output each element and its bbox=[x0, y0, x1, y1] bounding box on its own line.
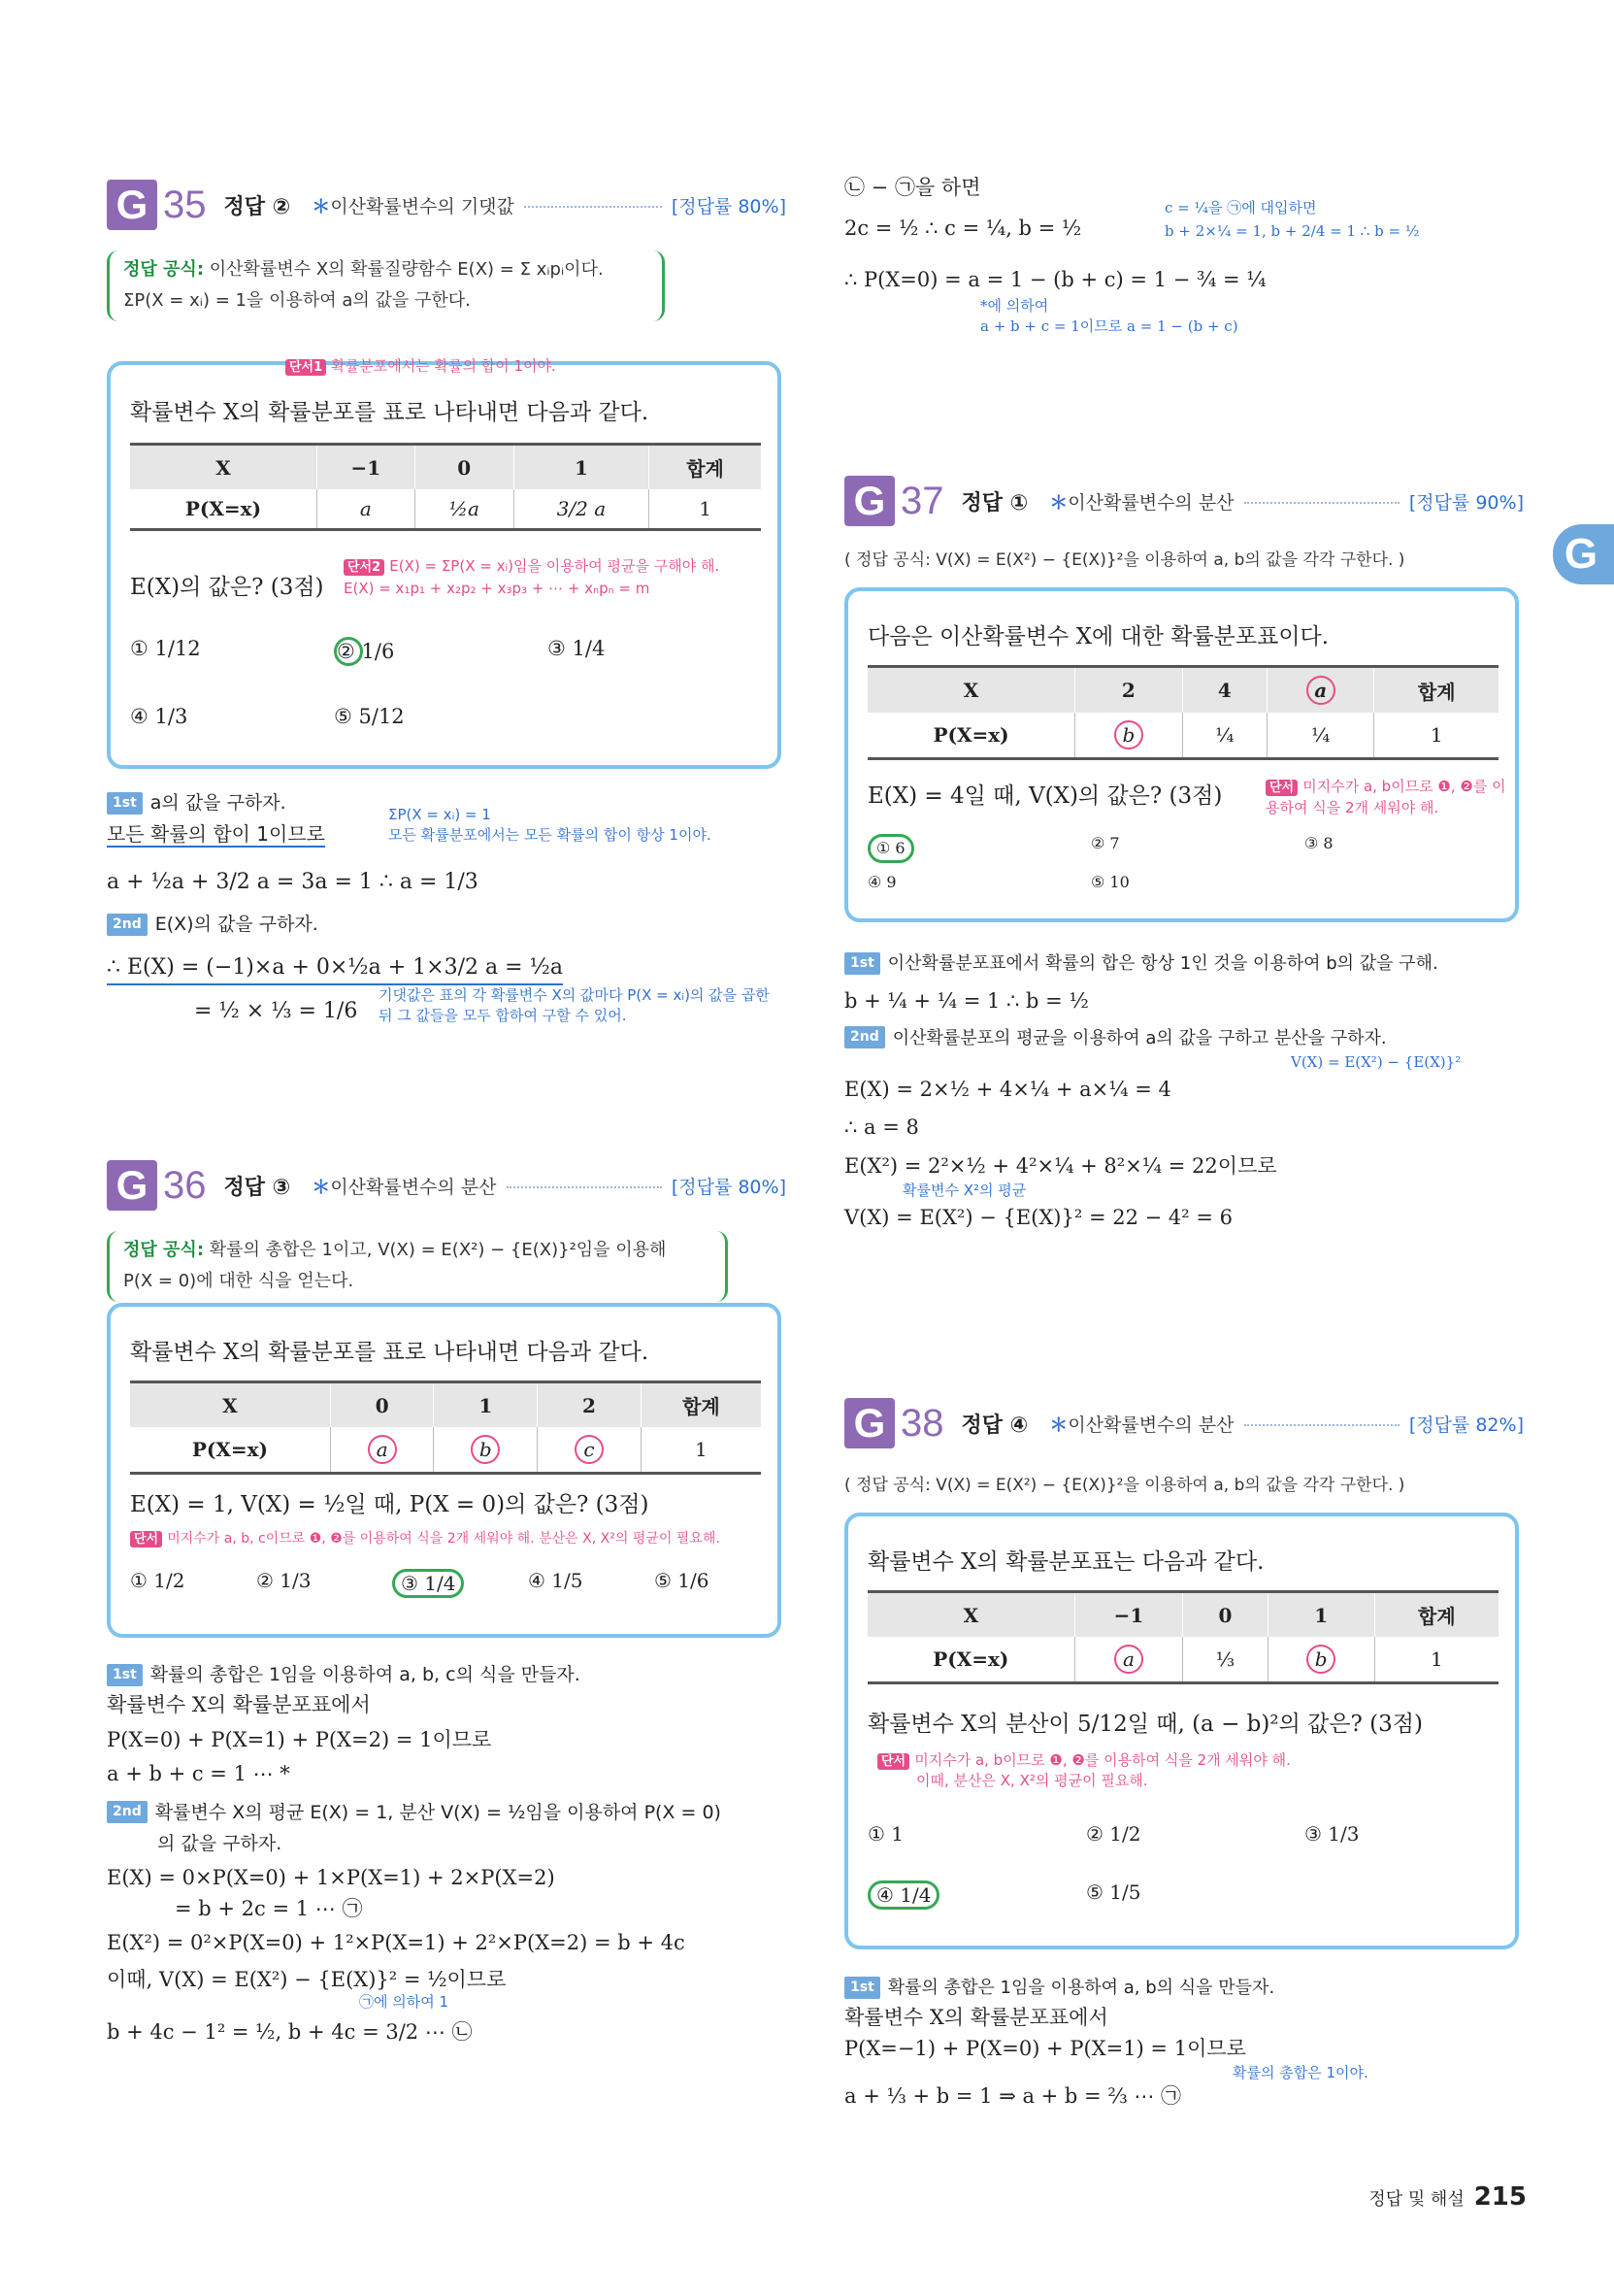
table-cell: 1 bbox=[649, 489, 761, 530]
solution-line: 모든 확률의 합이 1이므로 bbox=[107, 822, 325, 846]
table-header: 4 bbox=[1182, 667, 1267, 714]
problem-number: 36 bbox=[163, 1163, 207, 1207]
note: *에 의하여 bbox=[980, 296, 1049, 315]
distribution-table bbox=[130, 443, 761, 531]
table-header: X bbox=[130, 1382, 330, 1428]
table-header: 합계 bbox=[641, 1382, 761, 1428]
question-ask: E(X) = 1, V(X) = ½일 때, P(X = 0)의 값은? (3점) bbox=[130, 1492, 649, 1517]
problem-box-38 bbox=[844, 1513, 1519, 1949]
step-badge: 1st bbox=[844, 1977, 880, 1999]
g-badge: G bbox=[107, 1160, 157, 1211]
choice-5[interactable]: ⑤ 1/5 bbox=[1086, 1880, 1141, 1904]
table-header: 0 bbox=[1183, 1592, 1268, 1638]
table-header: −1 bbox=[1074, 1592, 1183, 1638]
problem-38-header bbox=[844, 1398, 1524, 1448]
note-1: ΣP(X = xᵢ) = 1 모든 확률분포에서는 모든 확률의 합이 항상 1이야. bbox=[388, 806, 711, 844]
problem-36-header bbox=[107, 1160, 786, 1211]
choice-2[interactable]: ② 1/3 bbox=[256, 1569, 312, 1592]
page-number: 215 bbox=[1473, 2182, 1527, 2212]
problem-number: 35 bbox=[163, 183, 207, 226]
step-title: 이산확률분포의 평균을 이용하여 a의 값을 구하고 분산을 구하자. bbox=[892, 1027, 1387, 1048]
problem-35-header bbox=[107, 180, 786, 230]
solution-38 bbox=[844, 1971, 1368, 2113]
problem-box-35 bbox=[107, 357, 781, 769]
choice-1[interactable]: ① 1/2 bbox=[130, 1569, 185, 1592]
table-cell: ⅓ bbox=[1183, 1637, 1268, 1683]
accuracy-rate: [정답률 90%] bbox=[1408, 491, 1524, 514]
dotted-leader bbox=[1244, 502, 1400, 504]
question-text: 다음은 이산확률변수 X에 대한 확률분포표이다. bbox=[868, 624, 1330, 649]
note: V(X) = E(X²) − {E(X)}² bbox=[1291, 1052, 1462, 1071]
choice-4[interactable]: ④ 9 bbox=[868, 873, 897, 891]
table-cell: ¼ bbox=[1268, 713, 1374, 759]
note: ㉠에 의하여 1 bbox=[359, 1993, 449, 2011]
formula-line: P(X = 0)에 대한 식을 얻는다. bbox=[123, 1271, 354, 1292]
formula-box-35 bbox=[107, 250, 665, 321]
step-title: 이산확률분포표에서 확률의 합은 항상 1인 것을 이용하여 b의 값을 구해. bbox=[887, 953, 1438, 974]
formula-38: ( 정답 공식: V(X) = E(X²) − {E(X)}²을 이용하여 a, b의 값을 각각 구한다. ) bbox=[844, 1476, 1405, 1495]
choice-2[interactable]: ② 7 bbox=[1091, 834, 1120, 852]
step-badge: 1st bbox=[107, 1664, 143, 1686]
g-badge: G bbox=[844, 1398, 895, 1448]
solution-line: P(X=−1) + P(X=0) + P(X=1) = 1이므로 bbox=[844, 2036, 1246, 2060]
choice-1[interactable]: ① 1/12 bbox=[130, 637, 201, 660]
problem-number: 37 bbox=[901, 479, 944, 522]
distribution-table bbox=[868, 665, 1499, 760]
note: 확률변수 X²의 평균 bbox=[903, 1181, 1027, 1199]
step-title: a의 값을 구하자. bbox=[149, 792, 286, 814]
answer-label: 정답 ③ bbox=[223, 1175, 291, 1200]
step-title: 확률의 총합은 1임을 이용하여 a, b, c의 식을 만들자. bbox=[149, 1664, 580, 1685]
solution-line: 확률변수 X의 확률분포표에서 bbox=[844, 2006, 1108, 2029]
choice-4-selected[interactable]: ④ 1/4 bbox=[868, 1880, 939, 1910]
table-cell: ¼ bbox=[1182, 713, 1267, 759]
choice-3-selected[interactable]: ③ 1/4 bbox=[392, 1569, 464, 1598]
step-badge: 1st bbox=[107, 792, 143, 815]
table-header: 2 bbox=[538, 1382, 642, 1428]
table-cell: 1 bbox=[1374, 713, 1499, 759]
topic: ＊이산확률변수의 분산 bbox=[1049, 1414, 1235, 1436]
choice-2-selected[interactable]: ② 1/6 bbox=[334, 637, 363, 666]
step-title: 확률변수 X의 평균 E(X) = 1, 분산 V(X) = ½임을 이용하여 P(X = 0) bbox=[154, 1801, 721, 1823]
hint: 단서 미지수가 a, b이므로 ❶, ❷를 이용하여 식을 2개 세워야 해. bbox=[1266, 778, 1506, 817]
circled-cell: a bbox=[368, 1435, 397, 1464]
step-badge: 2nd bbox=[107, 914, 148, 936]
table-header: X bbox=[130, 445, 316, 490]
solution-36-continued bbox=[844, 173, 1420, 337]
table-cell: a bbox=[316, 489, 414, 530]
step-badge: 2nd bbox=[844, 1026, 885, 1048]
solution-line: b + 4c − 1² = ½, b + 4c = 3/2 ⋯ ㉡ bbox=[107, 2019, 473, 2044]
solution-line: = b + 2c = 1 ⋯ ㉠ bbox=[175, 1896, 363, 1920]
formula-label: 정답 공식: bbox=[123, 259, 205, 280]
solution-line: a + ⅓ + b = 1 ⇒ a + b = ⅔ ⋯ ㉠ bbox=[844, 2084, 1182, 2108]
formula-line: 확률의 총합은 1이고, V(X) = E(X²) − {E(X)}²임을 이용해 bbox=[209, 1240, 667, 1260]
step-title: E(X)의 값을 구하자. bbox=[154, 914, 318, 935]
solution-line: ∴ a = 8 bbox=[844, 1115, 919, 1139]
solution-line: ∴ E(X) = (−1)×a + 0×½a + 1×3/2 a = ½a bbox=[107, 951, 563, 985]
topic: ＊이산확률변수의 분산 bbox=[312, 1176, 497, 1198]
solution-line: E(X²) = 2²×½ + 4²×¼ + 8²×¼ = 22이므로 bbox=[844, 1153, 1277, 1178]
formula-line: ΣP(X = xᵢ) = 1을 이용하여 a의 값을 구한다. bbox=[123, 290, 471, 312]
table-header: 1 bbox=[513, 445, 648, 490]
step-badge: 2nd bbox=[107, 1801, 148, 1823]
table-header: 합계 bbox=[649, 445, 761, 490]
table-header: 0 bbox=[414, 445, 513, 490]
solution-line: ㉡ − ㉠을 하면 bbox=[844, 176, 981, 199]
note: a + b + c = 1이므로 a = 1 − (b + c) bbox=[980, 316, 1238, 335]
table-cell: 3/2 a bbox=[513, 489, 648, 530]
table-header: −1 bbox=[316, 445, 414, 490]
step-badge: 1st bbox=[844, 952, 880, 975]
solution-line: a + ½a + 3/2 a = 3a = 1 ∴ a = 1/3 bbox=[107, 870, 478, 894]
choice-2[interactable]: ② 1/2 bbox=[1086, 1822, 1141, 1846]
question-ask: 확률변수 X의 분산이 5/12일 때, (a − b)²의 값은? (3점) bbox=[868, 1712, 1423, 1737]
note: 확률의 총합은 1이야. bbox=[1233, 2064, 1368, 2081]
topic: ＊이산확률변수의 분산 bbox=[1049, 491, 1235, 514]
question-text: 확률변수 X의 확률분포를 표로 나타내면 다음과 같다. bbox=[130, 400, 649, 425]
solution-line: = ½ × ⅓ = 1/6 bbox=[194, 999, 358, 1023]
table-row-head: P(X=x) bbox=[868, 713, 1075, 759]
question-text: 확률변수 X의 확률분포를 표로 나타내면 다음과 같다. bbox=[130, 1340, 649, 1365]
answer-label: 정답 ① bbox=[961, 490, 1029, 516]
solution-35 bbox=[107, 786, 770, 1044]
step-title: 확률의 총합은 1임을 이용하여 a, b의 식을 만들자. bbox=[887, 1978, 1275, 1998]
problem-37-header bbox=[844, 476, 1524, 526]
circled-cell: a bbox=[1114, 1645, 1143, 1674]
solution-line: 2c = ½ ∴ c = ¼, b = ½ bbox=[844, 216, 1082, 240]
solution-line: ∴ P(X=0) = a = 1 − (b + c) = 1 − ¾ = ¼ bbox=[844, 268, 1267, 291]
note-2: 기댓값은 표의 각 확률변수 X의 값마다 P(X = xᵢ)의 값을 곱한 뒤 그 값들을 모두 합하여 구할 수 있어. bbox=[379, 986, 770, 1024]
hint: 단서 미지수가 a, b, c이므로 ❶, ❷를 이용하여 식을 2개 세워야 해. 분산은 X, X²의 평균이 필요해. bbox=[130, 1528, 720, 1547]
g-badge: G bbox=[107, 180, 157, 230]
solution-line: P(X=0) + P(X=1) + P(X=2) = 1이므로 bbox=[107, 1727, 492, 1751]
table-row-head: P(X=x) bbox=[130, 489, 316, 530]
section-tab[interactable]: G bbox=[1553, 524, 1614, 584]
choice-4[interactable]: ④ 1/3 bbox=[130, 705, 188, 728]
table-cell: ½a bbox=[414, 489, 513, 530]
note: c = ¼을 ㉠에 대입하면 b + 2×¼ = 1, b + 2/4 = 1 ∴ b = ½ bbox=[1165, 198, 1420, 240]
formula-label: 정답 공식: bbox=[123, 1240, 205, 1260]
circled-cell: b bbox=[1306, 1645, 1335, 1674]
accuracy-rate: [정답률 82%] bbox=[1408, 1414, 1524, 1436]
table-row-head: P(X=x) bbox=[868, 1637, 1074, 1683]
accuracy-rate: [정답률 80%] bbox=[671, 195, 786, 217]
choice-3[interactable]: ③ 8 bbox=[1304, 834, 1334, 852]
formula-box-36 bbox=[107, 1231, 728, 1302]
table-cell: 1 bbox=[641, 1427, 761, 1474]
formula-line: 이산확률변수 X의 확률질량함수 E(X) = Σ xᵢpᵢ이다. bbox=[209, 259, 604, 280]
problem-number: 38 bbox=[901, 1401, 944, 1445]
solution-line: V(X) = E(X²) − {E(X)}² = 22 − 4² = 6 bbox=[844, 1206, 1233, 1229]
circled-cell: b bbox=[1114, 720, 1143, 749]
solution-36 bbox=[107, 1658, 721, 2047]
choice-5[interactable]: ⑤ 5/12 bbox=[334, 705, 405, 728]
dotted-leader bbox=[524, 206, 662, 208]
answer-label: 정답 ④ bbox=[961, 1413, 1029, 1438]
hint-1: 단서1 확률분포에서는 확률의 합이 1이야. bbox=[285, 355, 556, 376]
choice-3[interactable]: ③ 1/4 bbox=[547, 637, 606, 660]
question-ask: E(X) = 4일 때, V(X)의 값은? (3점) bbox=[868, 783, 1223, 809]
step-title: 의 값을 구하자. bbox=[157, 1832, 282, 1854]
solution-line: b + ¼ + ¼ = 1 ∴ b = ½ bbox=[844, 989, 1089, 1013]
question-text: 확률변수 X의 확률분포표는 다음과 같다. bbox=[868, 1549, 1265, 1575]
g-badge: G bbox=[844, 476, 895, 526]
solution-line: 이때, V(X) = E(X²) − {E(X)}² = ½이므로 bbox=[107, 1967, 507, 1991]
problem-box-37 bbox=[844, 587, 1519, 922]
distribution-table bbox=[868, 1590, 1499, 1684]
table-header: 합계 bbox=[1374, 667, 1499, 714]
hint: 단서 미지수가 a, b이므로 ❶, ❷를 이용하여 식을 2개 세워야 해. 이때, 분산은 X, X²의 평균이 필요해. bbox=[877, 1749, 1291, 1791]
formula-37: ( 정답 공식: V(X) = E(X²) − {E(X)}²을 이용하여 a, b의 값을 각각 구한다. ) bbox=[844, 550, 1405, 570]
choice-5[interactable]: ⑤ 10 bbox=[1091, 873, 1130, 891]
circled-cell: c bbox=[575, 1435, 604, 1464]
table-header: 1 bbox=[1268, 1592, 1374, 1638]
solution-line: E(X²) = 0²×P(X=0) + 1²×P(X=1) + 2²×P(X=2) = b + 4c bbox=[107, 1931, 685, 1954]
problem-box-36 bbox=[107, 1303, 781, 1638]
solution-line: E(X) = 2×½ + 4×¼ + a×¼ = 4 bbox=[844, 1077, 1171, 1101]
choice-4[interactable]: ④ 1/5 bbox=[528, 1569, 583, 1592]
table-cell: 1 bbox=[1374, 1637, 1499, 1683]
choice-3[interactable]: ③ 1/3 bbox=[1304, 1822, 1360, 1846]
table-header: 0 bbox=[330, 1382, 434, 1428]
circled-cell: b bbox=[471, 1435, 500, 1464]
table-header: 2 bbox=[1075, 667, 1182, 714]
distribution-table bbox=[130, 1381, 761, 1475]
table-row-head: P(X=x) bbox=[130, 1427, 330, 1474]
hint-2: 단서2 E(X) = ΣP(X = xᵢ)임을 이용하여 평균을 구해야 해. E(X) = x₁p₁ + x₂p₂ + x₃p₃ + ⋯ + xₙpₙ = m bbox=[344, 557, 720, 597]
solution-line: 확률변수 X의 확률분포표에서 bbox=[107, 1693, 371, 1716]
topic: ＊이산확률변수의 기댓값 bbox=[312, 195, 514, 217]
circled-cell: a bbox=[1306, 676, 1335, 705]
table-header: 1 bbox=[434, 1382, 538, 1428]
solution-line: a + b + c = 1 ⋯ * bbox=[107, 1762, 290, 1785]
dotted-leader bbox=[507, 1186, 662, 1188]
accuracy-rate: [정답률 80%] bbox=[671, 1176, 786, 1198]
table-header: 합계 bbox=[1374, 1592, 1499, 1638]
choice-5[interactable]: ⑤ 1/6 bbox=[654, 1569, 709, 1592]
solution-37 bbox=[844, 947, 1461, 1234]
table-header: X bbox=[868, 667, 1075, 714]
footer-label: 정답 및 해설 bbox=[1368, 2189, 1465, 2210]
table-header: X bbox=[868, 1592, 1074, 1638]
choice-1-selected[interactable]: ① 6 bbox=[868, 834, 914, 863]
dotted-leader bbox=[1244, 1424, 1400, 1426]
question-ask: E(X)의 값은? (3점) bbox=[130, 575, 324, 600]
choice-1[interactable]: ① 1 bbox=[868, 1822, 905, 1846]
page-footer bbox=[1368, 2182, 1527, 2212]
answer-label: 정답 ② bbox=[223, 194, 291, 219]
solution-line: E(X) = 0×P(X=0) + 1×P(X=1) + 2×P(X=2) bbox=[107, 1866, 555, 1889]
